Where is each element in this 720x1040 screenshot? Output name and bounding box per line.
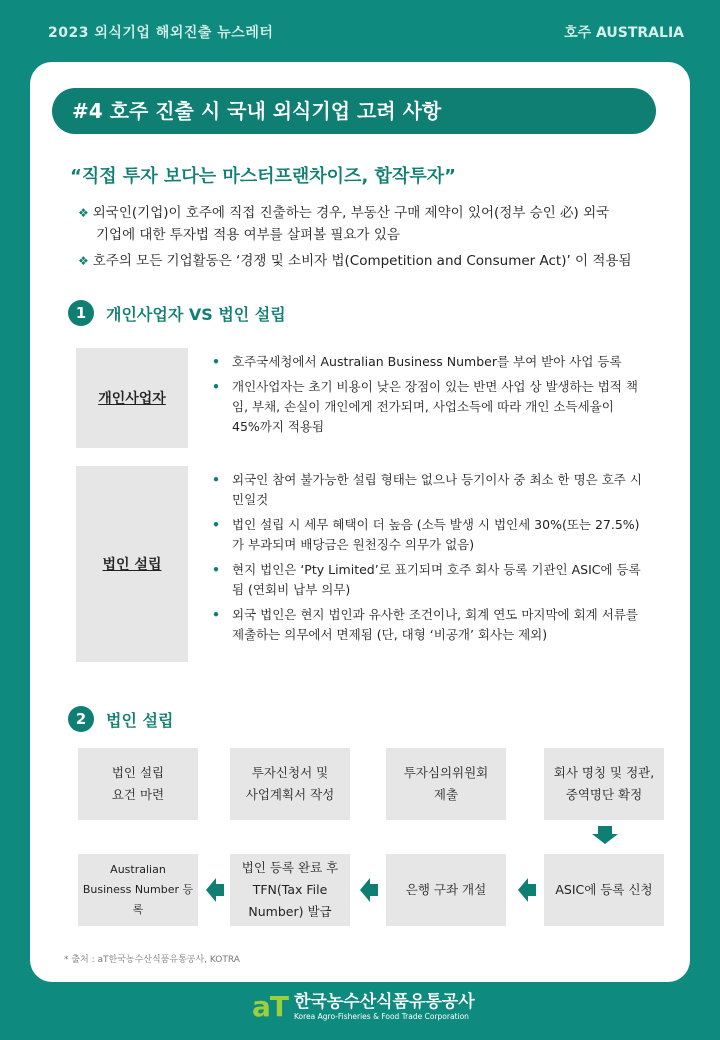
arrow-left-icon (518, 878, 536, 902)
part2-title: 법인 설립 (106, 710, 174, 730)
part1-title: 개인사업자 VS 법인 설립 (106, 304, 286, 324)
list-item: • 외국인 참여 불가능한 설립 형태는 없으나 등기이사 중 최소 한 명은 호주 시민일것 (212, 470, 642, 510)
step-7: 법인 등록 완료 후 TFN(Tax File Number) 발급 (230, 854, 350, 926)
step-1: 법인 설립 요건 마련 (78, 748, 198, 820)
label-corporation: 법인 설립 (76, 466, 188, 662)
step-4: 회사 명칭 및 정관, 중역명단 확정 (544, 748, 664, 820)
logo-korean-name: 한국농수산식품유통공사 (294, 991, 475, 1012)
sole-proprietor-list (212, 352, 642, 442)
at-logo-mark: aT (252, 990, 288, 1023)
arrow-left-icon (206, 878, 224, 902)
list-item: • 호주국세청에서 Australian Business Number를 부여 받아 사업 등록 (212, 352, 642, 372)
arrow-down-icon (592, 826, 618, 844)
corporation-list (212, 470, 642, 650)
content-card (30, 62, 690, 982)
at-logo (252, 990, 475, 1023)
diamond-bullet-icon: ❖ (78, 206, 89, 220)
intro-bullet-text: 외국인(기업)이 호주에 직접 진출하는 경우, 부동산 구매 제약이 있어(정부 승인 必) 외국 (92, 205, 610, 221)
step-6: 은행 구좌 개설 (386, 854, 506, 926)
intro-bullet (78, 202, 658, 224)
list-item: • 개인사업자는 초기 비용이 낮은 장점이 있는 반면 사업 상 발생하는 법적 책임, 부채, 손실이 개인에게 전가되며, 사업소득에 따라 개인 소득세율이 45%까지 적용됨 (212, 377, 642, 437)
intro-bullet-text: 호주의 모든 기업활동은 ‘경쟁 및 소비자 법(Competition and Consumer Act)’ 이 적용됨 (92, 253, 632, 269)
source-note: * 출처 : aT한국농수산식품유통공사, KOTRA (64, 955, 240, 965)
headline-quote: “직접 투자 보다는 마스터프랜차이즈, 합작투자” (70, 166, 456, 187)
part2-heading (68, 706, 173, 732)
number-badge: 1 (68, 300, 94, 326)
number-badge: 2 (68, 706, 94, 732)
step-3: 투자심의위원회 제출 (386, 748, 506, 820)
intro-bullet-continuation (96, 224, 676, 246)
list-item: • 법인 설립 시 세무 혜택이 더 높음 (소득 발생 시 법인세 30%(또는 27.5%)가 부과되며 배당금은 원천징수 의무가 없음) (212, 515, 642, 555)
step-8: Australian Business Number 등록 (78, 854, 198, 926)
country-label: 호주 AUSTRALIA (564, 25, 684, 41)
step-5: ASIC에 등록 신청 (544, 854, 664, 926)
logo-text (294, 992, 475, 1022)
list-item: • 현지 법인은 ‘Pty Limited’로 표기되며 호주 회사 등록 기관인 ASIC에 등록됨 (연회비 납부 의무) (212, 560, 642, 600)
newsletter-title: 2023 외식기업 해외진출 뉴스레터 (48, 25, 274, 41)
intro-bullet-text: 기업에 대한 투자법 적용 여부를 살펴볼 필요가 있음 (96, 227, 400, 243)
label-sole-proprietor: 개인사업자 (76, 348, 188, 448)
logo-english-name: Korea Agro-Fisheries & Food Trade Corporation (294, 1011, 469, 1021)
arrow-left-icon (360, 878, 378, 902)
step-2: 투자신청서 및 사업계획서 작성 (230, 748, 350, 820)
section-title: #4 호주 진출 시 국내 외식기업 고려 사항 (52, 88, 656, 134)
part1-heading (68, 300, 286, 326)
diamond-bullet-icon: ❖ (78, 254, 89, 268)
intro-bullet (78, 250, 658, 272)
list-item: • 외국 법인은 현지 법인과 유사한 조건이나, 회계 연도 마지막에 회계 서류를 제출하는 의무에서 면제됨 (단, 대형 ‘비공개’ 회사는 제외) (212, 605, 642, 645)
